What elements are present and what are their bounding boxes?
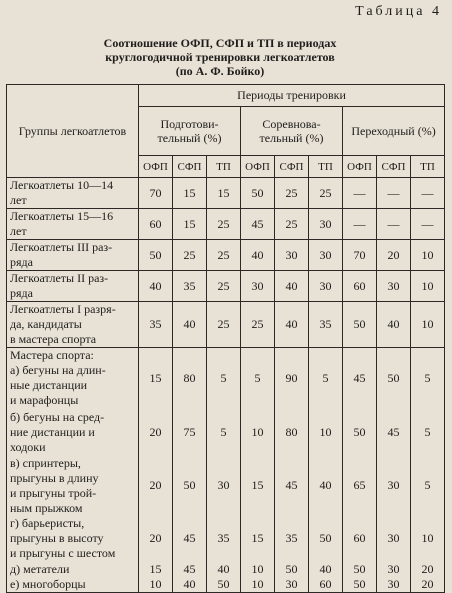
row-label: [7, 178, 139, 209]
col-header: СФП: [377, 156, 411, 178]
value-cell: 50: [139, 240, 173, 271]
value-cell: 35: [207, 516, 241, 562]
value-cell: 15: [173, 209, 207, 240]
row-label-line: лет: [10, 193, 27, 207]
value-cell: 25: [207, 240, 241, 271]
col-header: ТП: [309, 156, 343, 178]
value-cell: 10: [411, 271, 445, 302]
value-cell: 35: [139, 302, 173, 348]
value-cell: 40: [139, 271, 173, 302]
table-row: [7, 516, 445, 562]
table-row: [7, 562, 445, 577]
header-competitive-line: тельный (%): [259, 131, 324, 145]
value-cell: 45: [377, 410, 411, 456]
row-label-line: ние дистанции и: [10, 424, 95, 439]
value-cell: —: [377, 209, 411, 240]
row-label: [7, 577, 139, 593]
row-label-line: и прыгуны с шестом: [10, 545, 116, 560]
value-cell: 30: [309, 209, 343, 240]
value-cell: 50: [241, 178, 275, 209]
value-cell: 5: [207, 410, 241, 456]
value-cell: 60: [343, 516, 377, 562]
row-label-line: а) бегуны на длин-: [10, 363, 106, 377]
value-cell: 35: [309, 302, 343, 348]
value-cell: 30: [241, 271, 275, 302]
row-label-line: ряда: [10, 286, 33, 300]
table-row: [7, 209, 445, 240]
row-label-line: лет: [10, 224, 27, 238]
value-cell: 10: [411, 516, 445, 562]
row-label-line: ходоки: [10, 439, 46, 454]
value-cell: 40: [241, 240, 275, 271]
row-label-line: да, кандидаты: [10, 317, 82, 331]
row-label: [7, 516, 139, 562]
row-label-line: б) бегуны на сред-: [10, 409, 105, 424]
value-cell: 10: [241, 562, 275, 577]
value-cell: 30: [275, 240, 309, 271]
value-cell: 15: [139, 562, 173, 577]
value-cell: 10: [411, 302, 445, 348]
table-row: [7, 577, 445, 593]
value-cell: 10: [139, 577, 173, 593]
value-cell: 40: [309, 456, 343, 516]
header-preparatory: [139, 107, 241, 156]
value-cell: 30: [377, 577, 411, 593]
table-row: [7, 302, 445, 348]
table-title: [60, 36, 380, 78]
header-competitive-line: Соревнова-: [262, 117, 321, 131]
value-cell: 25: [207, 209, 241, 240]
row-label: [7, 271, 139, 302]
value-cell: 60: [343, 271, 377, 302]
value-cell: 15: [173, 178, 207, 209]
row-label: [7, 348, 139, 410]
col-header: ОФП: [139, 156, 173, 178]
col-header: СФП: [275, 156, 309, 178]
col-header: ОФП: [343, 156, 377, 178]
value-cell: 10: [411, 240, 445, 271]
col-header: ТП: [411, 156, 445, 178]
col-header: ТП: [207, 156, 241, 178]
table-row: [7, 178, 445, 209]
value-cell: 45: [343, 348, 377, 410]
value-cell: 30: [377, 456, 411, 516]
value-cell: —: [343, 178, 377, 209]
value-cell: 65: [343, 456, 377, 516]
value-cell: 90: [275, 348, 309, 410]
table-row: [7, 456, 445, 516]
value-cell: 5: [241, 348, 275, 410]
value-cell: 15: [207, 178, 241, 209]
row-label-line: Легкоатлеты III раз-: [10, 240, 113, 254]
value-cell: 40: [377, 302, 411, 348]
value-cell: 5: [411, 410, 445, 456]
value-cell: 45: [241, 209, 275, 240]
value-cell: 40: [207, 562, 241, 577]
value-cell: 5: [411, 348, 445, 410]
title-line: (по А. Ф. Бойко): [175, 64, 265, 78]
row-label-line: д) метатели: [10, 561, 70, 576]
row-label: [7, 209, 139, 240]
table-row: [7, 240, 445, 271]
value-cell: 25: [275, 178, 309, 209]
value-cell: 10: [309, 410, 343, 456]
value-cell: 5: [309, 348, 343, 410]
value-cell: 50: [377, 348, 411, 410]
value-cell: —: [411, 178, 445, 209]
row-label-line: Легкоатлеты II раз-: [10, 271, 109, 285]
value-cell: 80: [275, 410, 309, 456]
row-label-line: и прыгуны трой-: [10, 485, 97, 500]
row-label-line: прыгуны в высоту: [10, 530, 104, 545]
value-cell: 10: [241, 410, 275, 456]
value-cell: 20: [411, 562, 445, 577]
value-cell: 50: [275, 562, 309, 577]
value-cell: —: [377, 178, 411, 209]
value-cell: 10: [241, 577, 275, 593]
value-cell: 50: [309, 516, 343, 562]
row-label-line: ряда: [10, 255, 33, 269]
value-cell: 50: [343, 302, 377, 348]
row-label-line: Легкоатлеты 10—14: [10, 178, 114, 192]
value-cell: 60: [309, 577, 343, 593]
value-cell: 20: [139, 410, 173, 456]
value-cell: 50: [173, 456, 207, 516]
row-label-line: и марафонцы: [10, 393, 79, 407]
value-cell: 40: [275, 302, 309, 348]
value-cell: 5: [411, 456, 445, 516]
value-cell: 25: [207, 271, 241, 302]
table-body: [7, 178, 445, 593]
value-cell: 15: [241, 516, 275, 562]
value-cell: 20: [411, 577, 445, 593]
row-label: [7, 302, 139, 348]
table-row: [7, 271, 445, 302]
value-cell: 25: [241, 302, 275, 348]
title-line: круглогодичной тренировки легкоатлетов: [105, 50, 335, 64]
col-header: ОФП: [241, 156, 275, 178]
row-label-line: в) спринтеры,: [10, 455, 81, 470]
value-cell: 30: [377, 516, 411, 562]
value-cell: 75: [173, 410, 207, 456]
header-groups: Группы легкоатлетов: [7, 85, 139, 178]
value-cell: 25: [275, 209, 309, 240]
value-cell: 35: [173, 271, 207, 302]
value-cell: 20: [377, 240, 411, 271]
table-row: [7, 348, 445, 410]
value-cell: 50: [207, 577, 241, 593]
row-label-line: Легкоатлеты I разря-: [10, 302, 116, 316]
row-label: [7, 240, 139, 271]
value-cell: 30: [275, 577, 309, 593]
row-label-line: Легкоатлеты 15—16: [10, 209, 114, 223]
value-cell: —: [343, 209, 377, 240]
value-cell: 45: [173, 516, 207, 562]
value-cell: 30: [377, 271, 411, 302]
value-cell: 70: [343, 240, 377, 271]
value-cell: 80: [173, 348, 207, 410]
value-cell: 40: [173, 302, 207, 348]
value-cell: 20: [139, 516, 173, 562]
value-cell: 5: [207, 348, 241, 410]
value-cell: 60: [139, 209, 173, 240]
header-preparatory-line: тельный (%): [157, 131, 222, 145]
row-label-line: ным прыжком: [10, 500, 83, 515]
table-number: Таблица 4: [355, 4, 442, 19]
value-cell: 40: [309, 562, 343, 577]
value-cell: —: [411, 209, 445, 240]
row-label-line: г) барьеристы,: [10, 515, 85, 530]
training-ratio-table: [6, 84, 445, 593]
value-cell: 40: [173, 577, 207, 593]
title-line: Соотношение ОФП, СФП и ТП в периодах: [103, 36, 337, 50]
value-cell: 25: [309, 178, 343, 209]
value-cell: 25: [173, 240, 207, 271]
value-cell: 45: [173, 562, 207, 577]
row-label-line: прыгуны в длину: [10, 470, 99, 485]
row-label-line: Мастера спорта:: [10, 348, 94, 362]
value-cell: 30: [309, 271, 343, 302]
header-preparatory-line: Подготови-: [160, 117, 219, 131]
value-cell: 50: [343, 410, 377, 456]
header-competitive: [241, 107, 343, 156]
value-cell: 30: [377, 562, 411, 577]
value-cell: 15: [241, 456, 275, 516]
value-cell: 50: [343, 562, 377, 577]
value-cell: 45: [275, 456, 309, 516]
row-label-line: в мастера спорта: [10, 332, 97, 346]
header-periods: Периоды тренировки: [139, 85, 445, 107]
row-label: [7, 410, 139, 456]
value-cell: 20: [139, 456, 173, 516]
value-cell: 30: [207, 456, 241, 516]
table-row: [7, 410, 445, 456]
value-cell: 30: [309, 240, 343, 271]
value-cell: 25: [207, 302, 241, 348]
value-cell: 70: [139, 178, 173, 209]
row-label-line: е) многоборцы: [10, 576, 86, 591]
value-cell: 50: [343, 577, 377, 593]
value-cell: 40: [275, 271, 309, 302]
row-label: [7, 562, 139, 577]
row-label: [7, 456, 139, 516]
col-header: СФП: [173, 156, 207, 178]
row-label-line: ные дистанции: [10, 378, 88, 392]
value-cell: 35: [275, 516, 309, 562]
value-cell: 15: [139, 348, 173, 410]
header-transitional: Переходный (%): [343, 107, 445, 156]
